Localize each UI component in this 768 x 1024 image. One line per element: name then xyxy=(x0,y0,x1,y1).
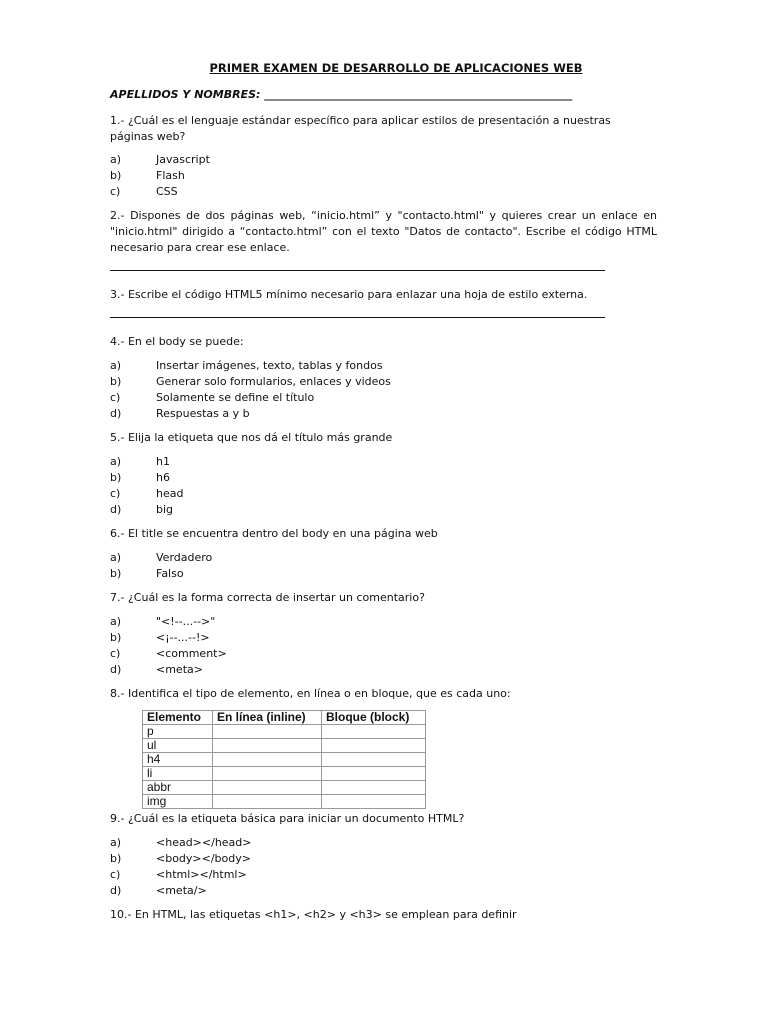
question-1-options xyxy=(110,152,657,200)
question-6-options xyxy=(110,550,657,582)
table-row xyxy=(143,794,426,808)
option: a) Verdadero xyxy=(110,551,213,565)
question-4: 4.- En el body se puede: xyxy=(110,335,244,349)
option: b) Flash xyxy=(110,169,185,183)
option: c) <comment> xyxy=(110,646,227,660)
element-cell: abbr xyxy=(143,780,213,794)
element-cell: li xyxy=(143,766,213,780)
option: c) <html></html> xyxy=(110,867,247,881)
column-header: Bloque (block) xyxy=(322,710,426,724)
question-1: 1.- ¿Cuál es el lenguaje estándar específico para aplicar estilos de presentación a nuestras páginas web? xyxy=(110,113,611,143)
block-cell[interactable] xyxy=(322,738,426,752)
option: a) <head></head> xyxy=(110,835,252,849)
answer-line-2 xyxy=(110,264,605,271)
column-header: Elemento xyxy=(143,710,213,724)
question-6: 6.- El title se encuentra dentro del body en una página web xyxy=(110,527,438,541)
table-row xyxy=(143,724,426,738)
option: b) h6 xyxy=(110,471,170,485)
question-7-options xyxy=(110,614,657,678)
option: d) big xyxy=(110,503,174,517)
element-cell: h4 xyxy=(143,752,213,766)
table-header-row xyxy=(143,710,426,724)
inline-cell[interactable] xyxy=(213,724,322,738)
question-2: 2.- Dispones de dos páginas web, “inicio.html” y "contacto.html" y quieres crear un enlace en "inicio.html" dirigido a “contacto.html” con el texto "Datos de contacto". Escribe el código HTML necesario para crear ese enlace. xyxy=(110,209,657,255)
element-cell: p xyxy=(143,724,213,738)
option: c) head xyxy=(110,487,184,501)
inline-cell[interactable] xyxy=(213,738,322,752)
inline-cell[interactable] xyxy=(213,780,322,794)
element-cell: ul xyxy=(143,738,213,752)
option: c) Solamente se define el título xyxy=(110,391,315,405)
block-cell[interactable] xyxy=(322,724,426,738)
inline-cell[interactable] xyxy=(213,752,322,766)
question-3: 3.- Escribe el código HTML5 mínimo necesario para enlazar una hoja de estilo externa. xyxy=(110,288,588,302)
exam-content xyxy=(110,60,657,931)
table-row xyxy=(143,738,426,752)
element-cell: img xyxy=(143,794,213,808)
option: a) "<!--...-->" xyxy=(110,614,216,628)
block-cell[interactable] xyxy=(322,780,426,794)
option: d) <meta> xyxy=(110,662,203,676)
question-9-options xyxy=(110,835,657,899)
option: d) Respuestas a y b xyxy=(110,407,250,421)
option: b) <¡--...--!> xyxy=(110,630,210,644)
option: b) Falso xyxy=(110,567,184,581)
exam-title: PRIMER EXAMEN DE DESARROLLO DE APLICACIONES WEB xyxy=(209,61,583,75)
question-7: 7.- ¿Cuál es la forma correcta de insertar un comentario? xyxy=(110,591,425,605)
inline-cell[interactable] xyxy=(213,794,322,808)
question-4-options xyxy=(110,358,657,422)
table-row xyxy=(143,752,426,766)
question-5: 5.- Elija la etiqueta que nos dá el título más grande xyxy=(110,431,393,445)
block-cell[interactable] xyxy=(322,752,426,766)
name-field-line: APELLIDOS Y NOMBRES: ________________________________________________________ xyxy=(110,87,573,101)
question-10: 10.- En HTML, las etiquetas <h1>, <h2> y <h3> se emplean para definir xyxy=(110,907,517,921)
question-5-options xyxy=(110,454,657,518)
option: b) Generar solo formularios, enlaces y videos xyxy=(110,375,391,389)
column-header: En línea (inline) xyxy=(213,710,322,724)
option: a) h1 xyxy=(110,455,170,469)
block-cell[interactable] xyxy=(322,766,426,780)
element-type-table xyxy=(142,710,426,809)
table-row xyxy=(143,780,426,794)
option: b) <body></body> xyxy=(110,851,251,865)
question-9: 9.- ¿Cuál es la etiqueta básica para iniciar un documento HTML? xyxy=(110,811,465,825)
answer-line-3 xyxy=(110,311,605,318)
inline-cell[interactable] xyxy=(213,766,322,780)
option: c) CSS xyxy=(110,185,178,199)
question-8: 8.- Identifica el tipo de elemento, en línea o en bloque, que es cada uno: xyxy=(110,686,511,700)
option: a) Javascript xyxy=(110,153,210,167)
option: d) <meta/> xyxy=(110,883,207,897)
table-row xyxy=(143,766,426,780)
option: a) Insertar imágenes, texto, tablas y fondos xyxy=(110,359,383,373)
block-cell[interactable] xyxy=(322,794,426,808)
